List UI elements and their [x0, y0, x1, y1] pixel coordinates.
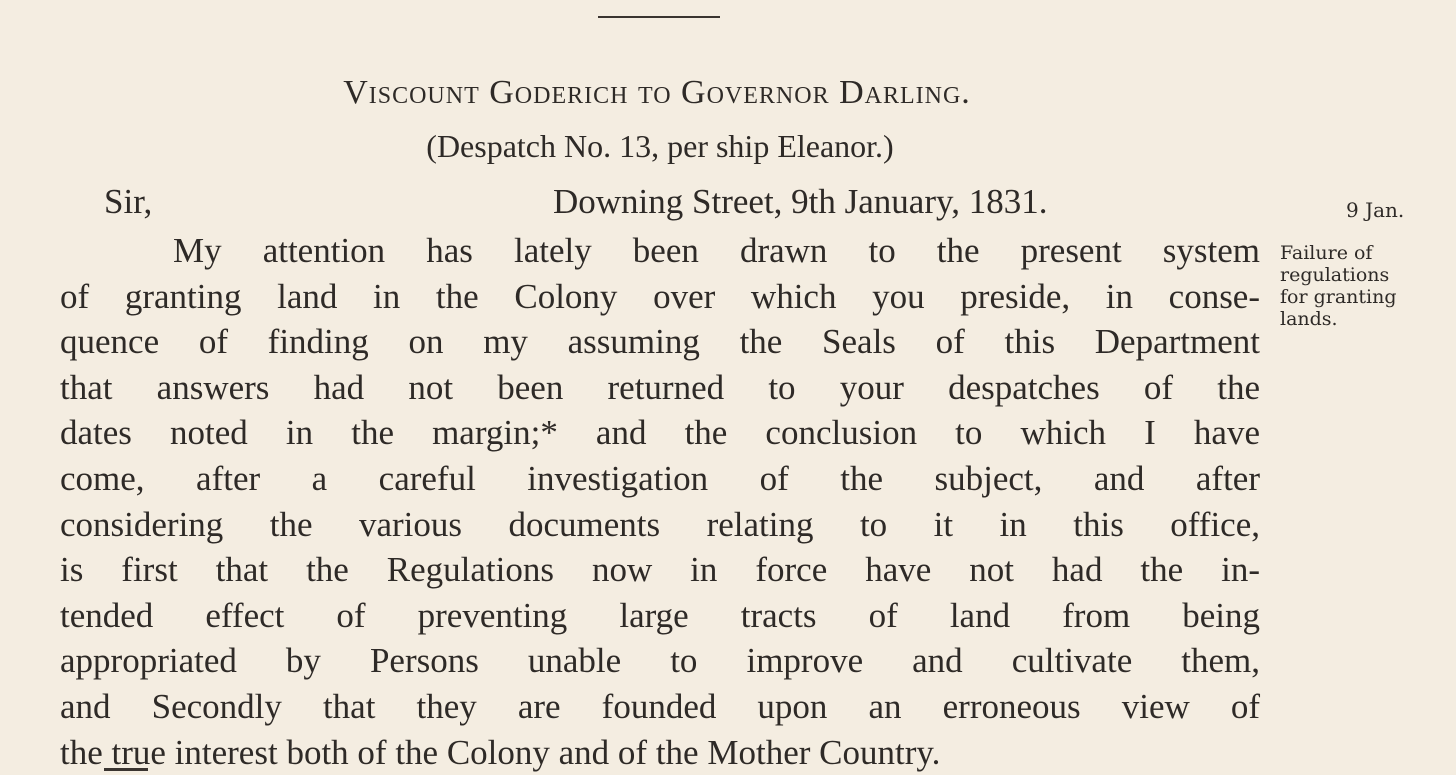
margin-note-line: regulations	[1280, 264, 1390, 286]
body-line: My attention has lately been drawn to the present system	[173, 231, 1260, 270]
margin-note-line: lands.	[1280, 308, 1338, 330]
body-line: dates noted in the margin;* and the conclusion to which I have	[60, 413, 1260, 453]
top-rule	[598, 16, 720, 18]
margin-note	[1280, 242, 1450, 330]
letter-body	[60, 228, 1260, 775]
salutation: Sir,	[104, 182, 153, 221]
body-line: come, after a careful investigation of the subject, and after	[60, 458, 1260, 498]
cut-off-next-line	[104, 760, 164, 772]
margin-note-line: for granting	[1280, 286, 1397, 308]
dateline: Downing Street, 9th January, 1831.	[553, 182, 1048, 221]
margin-date: 9 Jan.	[1346, 198, 1405, 222]
body-line: considering the various documents relating to it in this office,	[60, 504, 1260, 544]
body-line: the true interest both of the Colony and of the Mother Country.	[60, 732, 941, 772]
letter-subtitle: (Despatch No. 13, per ship Eleanor.)	[426, 128, 894, 164]
body-line: tended effect of preventing large tracts of land from being	[60, 595, 1260, 635]
body-line: appropriated by Persons unable to improve and cultivate them,	[60, 641, 1260, 681]
body-line: quence of finding on my assuming the Seals of this Department	[60, 322, 1260, 362]
body-line: of granting land in the Colony over which you preside, in conse-	[60, 276, 1260, 316]
body-line: is first that the Regulations now in force have not had the in-	[60, 550, 1260, 590]
body-line: and Secondly that they are founded upon an erroneous view of	[60, 686, 1260, 726]
letter-title: Viscount Goderich to Governor Darling.	[343, 74, 971, 111]
body-line: that answers had not been returned to your despatches of the	[60, 367, 1260, 407]
margin-note-line: Failure of	[1280, 242, 1373, 264]
